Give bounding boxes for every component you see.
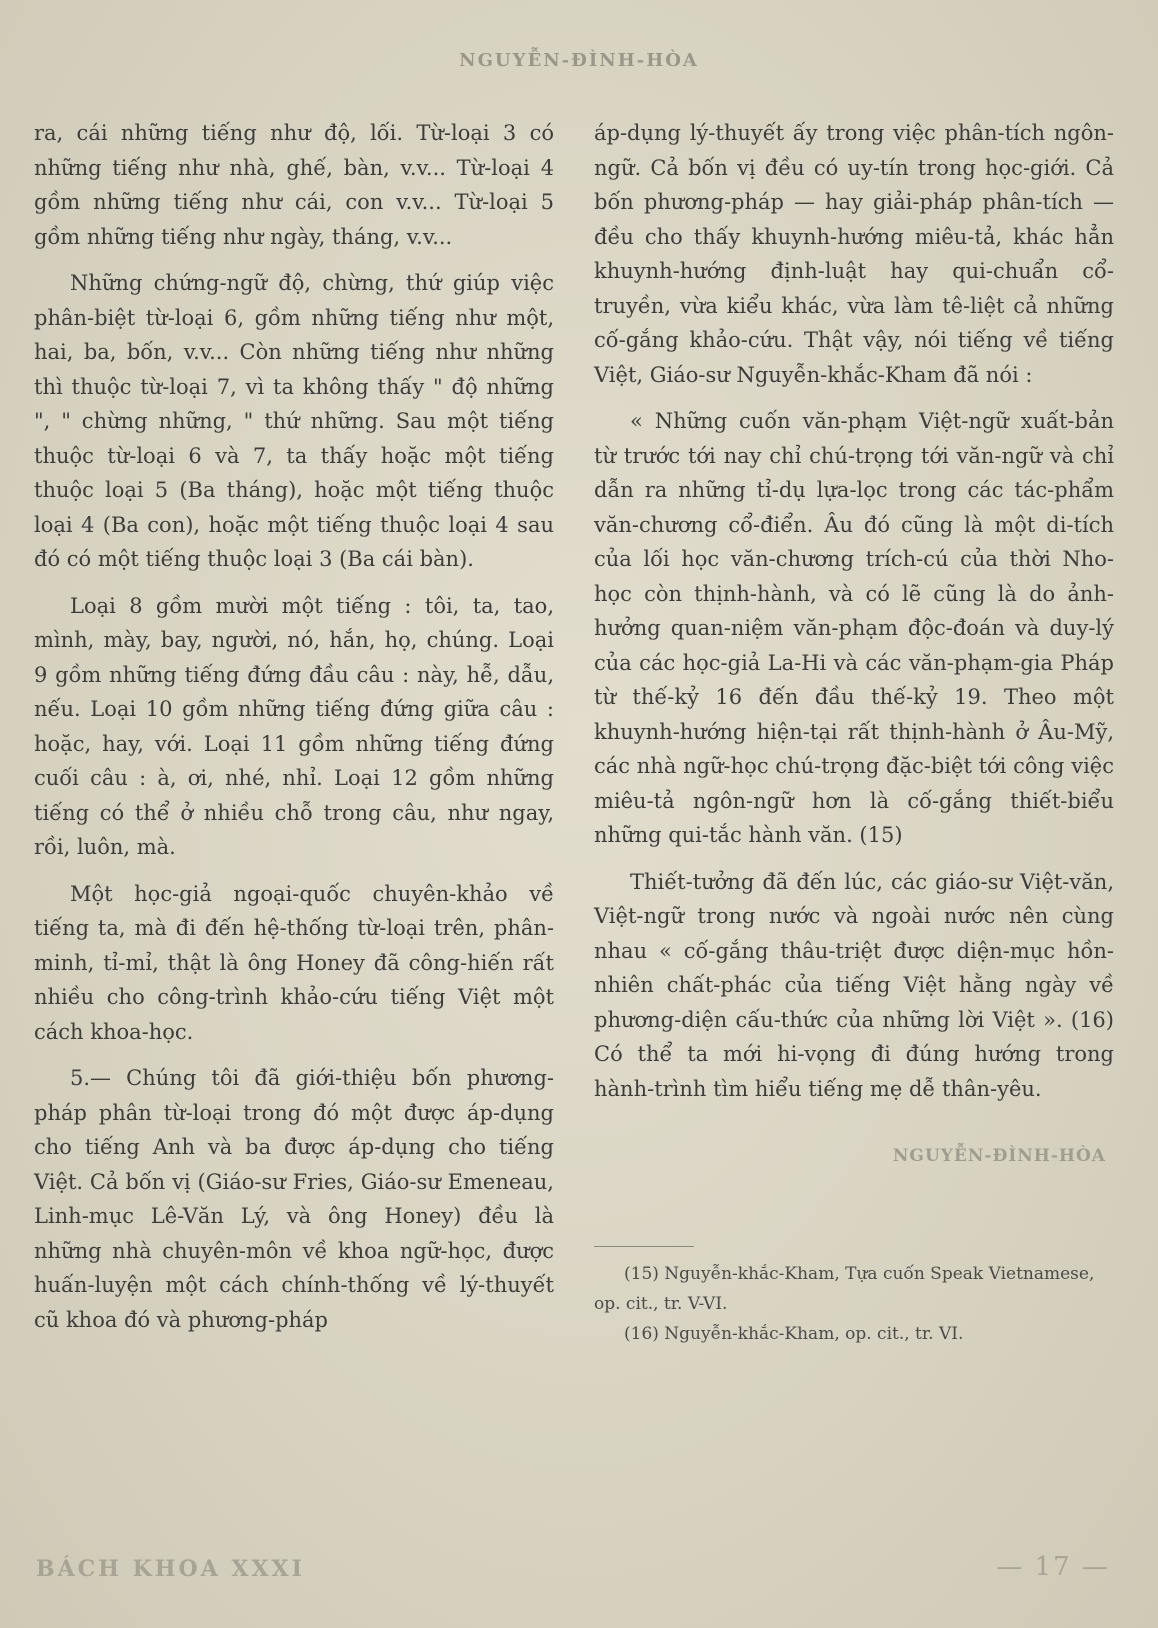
paragraph: Thiết-tưởng đã đến lúc, các giáo-sư Việt-văn, Việt-ngữ trong nước và ngoài nước nên cùng nhau « cố-gắng thâu-triệt được diện-mục hồn-nhiên chất-phác của tiếng Việt hằng ngày về phương-diện cấu-thức của những lời Việt ». (16) Có thể ta mới hi-vọng đi đúng hướng trong hành-trình tìm hiểu tiếng mẹ dễ thân-yêu. — [594, 869, 1114, 1101]
page-number: — 17 — — [996, 1552, 1110, 1582]
paragraph: Một học-giả ngoại-quốc chuyên-khảo về tiếng ta, mà đi đến hệ-thống từ-loại trên, phân-minh, tỉ-mỉ, thật là ông Honey đã công-hiến rất nhiều cho công-trình khảo-cứu tiếng Việt một cách khoa-học. — [34, 881, 554, 1044]
paragraph: Loại 8 gồm mười một tiếng : tôi, ta, tao, mình, mày, bay, người, nó, hắn, họ, chúng. Loại 9 gồm những tiếng đứng đầu câu : này, hễ, dẫu, nếu. Loại 10 gồm những tiếng đứng giữa câu : hoặc, hay, với. Loại 11 gồm những tiếng đứng cuối câu : à, ơi, nhé, nhỉ. Loại 12 gồm những tiếng có thể ở nhiều chỗ trong câu, như ngay, rồi, luôn, mà. — [34, 593, 554, 859]
paragraph: Những chứng-ngữ độ, chừng, thứ giúp việc phân-biệt từ-loại 6, gồm những tiếng như một, hai, ba, bốn, v.v... Còn những tiếng như những thì thuộc từ-loại 7, vì ta không thấy " độ những ", " chừng những, " thứ những. Sau một tiếng thuộc từ-loại 6 và 7, ta thấy hoặc một tiếng thuộc loại 5 (Ba tháng), hoặc một tiếng thuộc loại 4 (Ba con), hoặc một tiếng thuộc loại 4 sau đó có một tiếng thuộc loại 3 (Ba cái bàn). — [34, 271, 554, 571]
footnote-divider — [594, 1246, 694, 1247]
paragraph: 5.— Chúng tôi đã giới-thiệu bốn phương-pháp phân từ-loại trong đó một được áp-dụng cho tiếng Anh và ba được áp-dụng cho tiếng Việt. Cả bốn vị (Giáo-sư Fries, Giáo-sư Emeneau, Linh-mục Lê-Văn Lý, và ông Honey) đều là những nhà chuyên-môn về khoa ngữ-học, được huấn-luyện một cách chính-thống về lý-thuyết cũ khoa đó và phương-pháp — [34, 1066, 554, 1332]
journal-footer: BÁCH KHOA XXXI — [36, 1556, 305, 1582]
quotation-paragraph: « Những cuốn văn-phạm Việt-ngữ xuất-bản từ trước tới nay chỉ chú-trọng tới văn-ngữ và chỉ dẫn ra những tỉ-dụ lựa-lọc trong các tác-phẩm văn-chương cổ-điển. Âu đó cũng là một di-tích của lối học văn-chương trích-cú của thời Nho-học còn thịnh-hành, và có lẽ cũng là do ảnh-hưởng quan-niệm văn-phạm độc-đoán và duy-lý của các học-giả La-Hi và các văn-phạm-gia Pháp từ thế-kỷ 16 đến đầu thế-kỷ 19. Theo một khuynh-hướng hiện-tại rất thịnh-hành ở Âu-Mỹ, các nhà ngữ-học chú-trọng đặc-biệt tới công việc miêu-tả ngôn-ngữ hơn là cố-gắng thiết-biểu những qui-tắc hành văn. (15) — [594, 409, 1114, 847]
left-column — [34, 116, 554, 1337]
right-column — [594, 116, 1114, 1349]
footnote: (16) Nguyễn-khắc-Kham, op. cit., tr. VI. — [624, 1324, 964, 1344]
paragraph: ra, cái những tiếng như độ, lối. Từ-loại 3 có những tiếng như nhà, ghế, bàn, v.v... Từ-loại 4 gồm những tiếng như cái, con v.v... Từ-loại 5 gồm những tiếng như ngày, tháng, v.v... — [34, 121, 554, 249]
running-header: NGUYỄN-ĐÌNH-HÒA — [459, 50, 699, 71]
author-signature: NGUYỄN-ĐÌNH-HÒA — [892, 1146, 1106, 1166]
footnote: (15) Nguyễn-khắc-Kham, Tựa cuốn Speak Vietnamese, op. cit., tr. V-VI. — [594, 1264, 1095, 1314]
paragraph: áp-dụng lý-thuyết ấy trong việc phân-tích ngôn-ngữ. Cả bốn vị đều có uy-tín trong học-giới. Cả bốn phương-pháp — hay giải-pháp phân-tích — đều cho thấy khuynh-hướng miêu-tả, khác hẳn khuynh-hướng định-luật hay qui-chuẩn cổ-truyền, vừa kiểu khác, vừa làm tê-liệt cả những cố-gắng khảo-cứu. Thật vậy, nói tiếng về tiếng Việt, Giáo-sư Nguyễn-khắc-Kham đã nói : — [594, 121, 1114, 387]
